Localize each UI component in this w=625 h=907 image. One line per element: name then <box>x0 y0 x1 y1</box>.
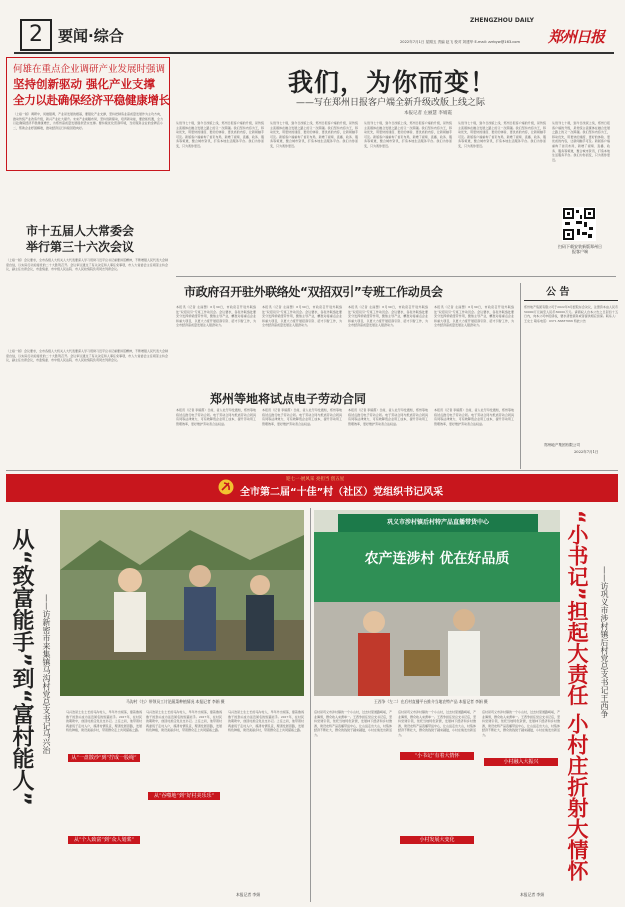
feature-right-section1: “小书记”有着大情怀 <box>400 752 474 760</box>
headline-subtitle: ——写在郑州日报客户端全新升级改版上线之际 <box>296 98 486 108</box>
divider-headline <box>176 276 616 277</box>
township-body-col1: 本报讯（记者 李娟霞）日前，省人社厅印发通知，郑州等地将试点推行电子劳动合同。电子劳动合同与纸质劳动合同具有同等法律效力，可有效降低企业用工成本，提升劳动用工管理效率，更好维护劳动者合法权益。 <box>176 408 256 426</box>
feature-left-col2: 马兴治是土生土长的马沟村人，早年外出闯荡，靠着敢闯敢干的劲头成为远近闻名的致富能手。2017年，在村民的期盼中，他回村担任党总支书记。上任之初，他带领村两委班子走村入户，摸清村情民意，理清发展思路，发展特色种植，建设美丽乡村，带领群众走上共同富裕之路。 <box>146 710 222 733</box>
feature-right-vertical-title: “小书记”担起大责任 小村庄折射大情怀 <box>565 510 589 881</box>
headline-article <box>176 57 616 275</box>
feature-left-section1: 从“一盘散沙”到“拧成一股绳” <box>68 754 140 762</box>
feature-banner <box>6 474 618 502</box>
feature-left-col3: 马兴治是土生土长的马沟村人，早年外出闯荡，靠着敢闯敢干的劲头成为远近闻名的致富能手。2017年，在村民的期盼中，他回村担任党总支书记。上任之初，他带领村两委班子走村入户，摸清村情民意，理清发展思路，发展特色种植，建设美丽乡村，带领群众走上共同富裕之路。 <box>228 710 304 733</box>
party-emblem-icon <box>218 479 234 495</box>
feature-left <box>6 506 306 902</box>
congress-title-line2: 举行第三十六次会议 <box>26 240 135 254</box>
feature-left-photo-caption: 马沟村（右）带领员工讨论蔬菜种植情况 本报记者 李娟 摄 <box>126 699 225 704</box>
feature-right-section3: 小村融入大振兴 <box>484 758 558 766</box>
feature-left-col1: 马兴治是土生土长的马沟村人，早年外出闯荡，靠着敢闯敢干的劲头成为远近闻名的致富能手。2017年，在村民的期盼中，他回村担任党总支书记。上任之初，他带领村两委班子走村入户，摸清村情民意，理清发展思路，发展特色种植，建设美丽乡村，带领群众走上共同富裕之路。 <box>66 710 142 733</box>
township-body-col3: 本报讯（记者 李娟霞）日前，省人社厅印发通知，郑州等地将试点推行电子劳动合同。电子劳动合同与纸质劳动合同具有同等法律效力，可有效降低企业用工成本，提升劳动用工管理效率，更好维护劳动者合法权益。 <box>348 408 428 426</box>
qr-caption: 扫码下载安装新版郑州日报客户端 <box>558 244 602 254</box>
feature-left-byline: 本报记者 李娟 <box>236 892 260 897</box>
notice-body: 郑州地产集团有限公司于2022年6月经股东会决议，注册资本由人民币50000万元减至人民币30000万元。请债权人自本公告之日起四十五日内，向本公司申报债权，要求清偿债务或者提供相应担保。联系人：王女士 联系电话：0371-56887666 特此公告 <box>524 305 618 323</box>
divider-feature <box>310 508 311 902</box>
township-title: 郑州等地将试点电子劳动合同 <box>210 392 367 406</box>
union-body-col1: 本报讯（记者 左丽慧）6月30日，市政府召开驻外联络处“双招双引”专班工作动员会。会议要求，各驻外联络处要充分发挥桥梁纽带作用，聚焦主导产业，精准对接重点企业和重大项目，以更大力度开展招商引资、招才引智工作，为全市经济高质量发展注入强劲动力。 <box>176 305 256 328</box>
feature-left-photo <box>60 510 304 696</box>
paper-logo: 郑州日报 <box>548 28 605 46</box>
feature-right-section2: 小村发展大变化 <box>400 836 474 844</box>
union-article <box>176 283 516 383</box>
feature-left-vertical-subtitle: ——访新密市来集镇马沟村党总支书记马兴治 <box>42 594 51 754</box>
feature-right-col1: 后村是巩义市涉村镇的一个小山村，过去村里道路崎岖，产业薄弱，群众收入来源单一。王西争担任党总支书记后，坚持党建引领，依托当地特色资源，发展林下经济和乡村旅游，建设农特产品直播带货中心，让山货走出大山，村集体经济不断壮大，群众的钱袋子越来越鼓，小村庄焕发出新活力。 <box>314 710 392 737</box>
notice-rule <box>524 300 618 301</box>
photo-sign-line1: 巩义市涉村镇后村特产品直播带货中心 <box>386 519 489 526</box>
banner-title: 全市第二届“十佳”村（社区）党组织书记风采 <box>240 487 444 498</box>
qr-code-icon <box>562 207 596 241</box>
lead-kicker: 何雄在重点企业调研产业发展时强调 <box>13 64 166 75</box>
feature-left-section3: 从“吞噬地”到“好村美乐乐” <box>148 792 220 800</box>
divider-column <box>520 283 521 469</box>
notice-signer: 郑州地产集团有限公司 <box>544 443 580 447</box>
union-title: 市政府召开驻外联络处“双招双引”专班工作动员会 <box>184 285 443 299</box>
feature-left-section2: 从“个人致富”到“众人划桨” <box>68 836 140 844</box>
lead-body: （上接一版）调研中，何雄强调，产业是发展的根基，要强化产业支撑，坚持把制造业高质量发展作为主攻方向，推动传统产业改造升级，新兴产业壮大提升。未来产业前瞻布局，坚持创新驱动，培育新动能，要抢抓机遇，全力以赴确保经济平稳健康增长，为郑州高质量发展提供坚实支撑。要持续优化营商环境，当好服务企业的金牌店小二，帮助企业纾困解难，推动经济运行持续回稳向好。 <box>13 112 163 130</box>
feature-right-byline: 本报记者 李娟 <box>520 892 544 897</box>
notice-date: 2022年7月1日 <box>574 450 599 454</box>
photo-sign-line2: 农产连涉村 优在好品质 <box>364 551 510 567</box>
lead-article <box>6 57 170 171</box>
township-body-col2: 本报讯（记者 李娟霞）日前，省人社厅印发通知，郑州等地将试点推行电子劳动合同。电子劳动合同与纸质劳动合同具有同等法律效力，可有效降低企业用工成本，提升劳动用工管理效率，更好维护劳动者合法权益。 <box>262 408 342 426</box>
headline-body-col5: 从创刊七十载，到今日改版上线，郑州日报客户端的升级，是传统主流媒体在融合发展之路上的又一次跨越。我们坚持内容为王，移动优先，用更快的速度、更好的体验、更优质的内容，让新闻触手可及。新版客户端重构了首页布局，新增了视频、直播、政务、服务等频道，聚合城市资讯，打造本地生活服务平台。我们为你而变，只为离你更近。 <box>552 121 610 162</box>
headline-body-col2: 从创刊七十载，到今日改版上线，郑州日报客户端的升级，是传统主流媒体在融合发展之路上的又一次跨越。我们坚持内容为王，移动优先，用更快的速度、更好的体验、更优质的内容，让新闻触手可及。新版客户端重构了首页布局，新增了视频、直播、政务、服务等频道，聚合城市资讯，打造本地生活服务平台。我们为你而变，只为离你更近。 <box>270 121 358 148</box>
paper-english-name: ZHENGZHOU DAILY <box>470 17 534 24</box>
union-body-col4: 本报讯（记者 左丽慧）6月30日，市政府召开驻外联络处“双招双引”专班工作动员会。会议要求，各驻外联络处要充分发挥桥梁纽带作用，聚焦主导产业，精准对接重点企业和重大项目，以更大力度开展招商引资、招才引智工作，为全市经济高质量发展注入强劲动力。 <box>434 305 514 328</box>
union-body-col2: 本报讯（记者 左丽慧）6月30日，市政府召开驻外联络处“双招双引”专班工作动员会。会议要求，各驻外联络处要充分发挥桥梁纽带作用，聚焦主导产业，精准对接重点企业和重大项目，以更大力度开展招商引资、招才引智工作，为全市经济高质量发展注入强劲动力。 <box>262 305 342 328</box>
union-body-col3: 本报讯（记者 左丽慧）6月30日，市政府召开驻外联络处“双招双引”专班工作动员会。会议要求，各驻外联络处要充分发挥桥梁纽带作用，聚焦主导产业，精准对接重点企业和重大项目，以更大力度开展招商引资、招才引智工作，为全市经济高质量发展注入强劲动力。 <box>348 305 428 328</box>
masthead <box>0 0 625 54</box>
issue-info: 2022年7月1日 星期五 责编 赵飞 校对 刘建华 E-mail: zzrbyw@163.com <box>400 40 520 44</box>
banner-tag: 迎七一·展风采 亮担当 创五星 <box>286 477 345 482</box>
congress-title-line1: 市十五届人大常委会 <box>26 224 135 238</box>
divider-banner <box>6 470 618 471</box>
headline-body-col3: 从创刊七十载，到今日改版上线，郑州日报客户端的升级，是传统主流媒体在融合发展之路上的又一次跨越。我们坚持内容为王，移动优先，用更快的速度、更好的体验、更优质的内容，让新闻触手可及。新版客户端重构了首页布局，新增了视频、直播、政务、服务等频道，聚合城市资讯，打造本地生活服务平台。我们为你而变，只为离你更近。 <box>364 121 452 148</box>
headline-body-col1: 从创刊七十载，到今日改版上线，郑州日报客户端的升级，是传统主流媒体在融合发展之路上的又一次跨越。我们坚持内容为王，移动优先，用更快的速度、更好的体验、更优质的内容，让新闻触手可及。新版客户端重构了首页布局，新增了视频、直播、政务、服务等频道，聚合城市资讯，打造本地生活服务平台。我们为你而变，只为离你更近。 <box>176 121 264 148</box>
lead-title-line2: 全力以赴确保经济平稳健康增长 <box>13 93 170 107</box>
feature-right-photo <box>314 510 560 696</box>
masthead-rule <box>14 52 614 54</box>
township-body-col4: 本报讯（记者 李娟霞）日前，省人社厅印发通知，郑州等地将试点推行电子劳动合同。电子劳动合同与纸质劳动合同具有同等法律效力，可有效降低企业用工成本，提升劳动用工管理效率，更好维护劳动者合法权益。 <box>434 408 514 426</box>
feature-right <box>314 506 618 902</box>
page-number: 2 <box>20 19 52 51</box>
headline-byline: 本报记者 左丽慧 李娟霞 <box>404 111 452 116</box>
feature-right-photo-caption: 王西争（左二）在后村直播平台推介当地农特产品 本报记者 李娟 摄 <box>374 699 488 704</box>
congress-body-cont: （上接一版）会议要求，全市各级人大机关人大代表要深入学习贯彻习近平总书记重要讲话精神，不断增强人民代表大会制度自信，以实际行动迎接党的二十大胜利召开。会议审议通过了有关决定和人事任免事项，市人大常委会主任胡荃主持会议，副主任出席会议，市监察委、市中级人民法院、市人民检察院负责同志列席会议。 <box>6 349 168 363</box>
headline-title: 我们，为你而变！ <box>288 68 497 97</box>
feature-right-col2: 后村是巩义市涉村镇的一个小山村，过去村里道路崎岖，产业薄弱，群众收入来源单一。王西争担任党总支书记后，坚持党建引领，依托当地特色资源，发展林下经济和乡村旅游，建设农特产品直播带货中心，让山货走出大山，村集体经济不断壮大，群众的钱袋子越来越鼓，小村庄焕发出新活力。 <box>398 710 476 737</box>
congress-body: （上接一版）会议要求，全市各级人大机关人大代表要深入学习贯彻习近平总书记重要讲话精神，不断增强人民代表大会制度自信，以实际行动迎接党的二十大胜利召开。会议审议通过了有关决定和人事任免事项，市人大常委会主任胡荃主持会议，副主任出席会议，市监察委、市中级人民法院、市人民检察院负责同志列席会议。 <box>6 258 168 272</box>
notice-title: 公 告 <box>546 287 570 298</box>
notice-box <box>524 283 618 469</box>
township-article <box>176 390 516 466</box>
feature-left-vertical-title: 从“致富能手”到“富村能人” <box>9 528 34 806</box>
headline-body-col4: 从创刊七十载，到今日改版上线，郑州日报客户端的升级，是传统主流媒体在融合发展之路上的又一次跨越。我们坚持内容为王，移动优先，用更快的速度、更好的体验、更优质的内容，让新闻触手可及。新版客户端重构了首页布局，新增了视频、直播、政务、服务等频道，聚合城市资讯，打造本地生活服务平台。我们为你而变，只为离你更近。 <box>458 121 546 148</box>
section-name: 要闻·综合 <box>58 27 124 45</box>
feature-right-vertical-subtitle: ——访巩义市涉村镇后村党总支书记王西争 <box>600 566 609 718</box>
feature-right-col3: 后村是巩义市涉村镇的一个小山村，过去村里道路崎岖，产业薄弱，群众收入来源单一。王西争担任党总支书记后，坚持党建引领，依托当地特色资源，发展林下经济和乡村旅游，建设农特产品直播带货中心，让山货走出大山，村集体经济不断壮大，群众的钱袋子越来越鼓，小村庄焕发出新活力。 <box>482 710 560 737</box>
lead-title-line1: 坚持创新驱动 强化产业支撑 <box>13 77 156 91</box>
